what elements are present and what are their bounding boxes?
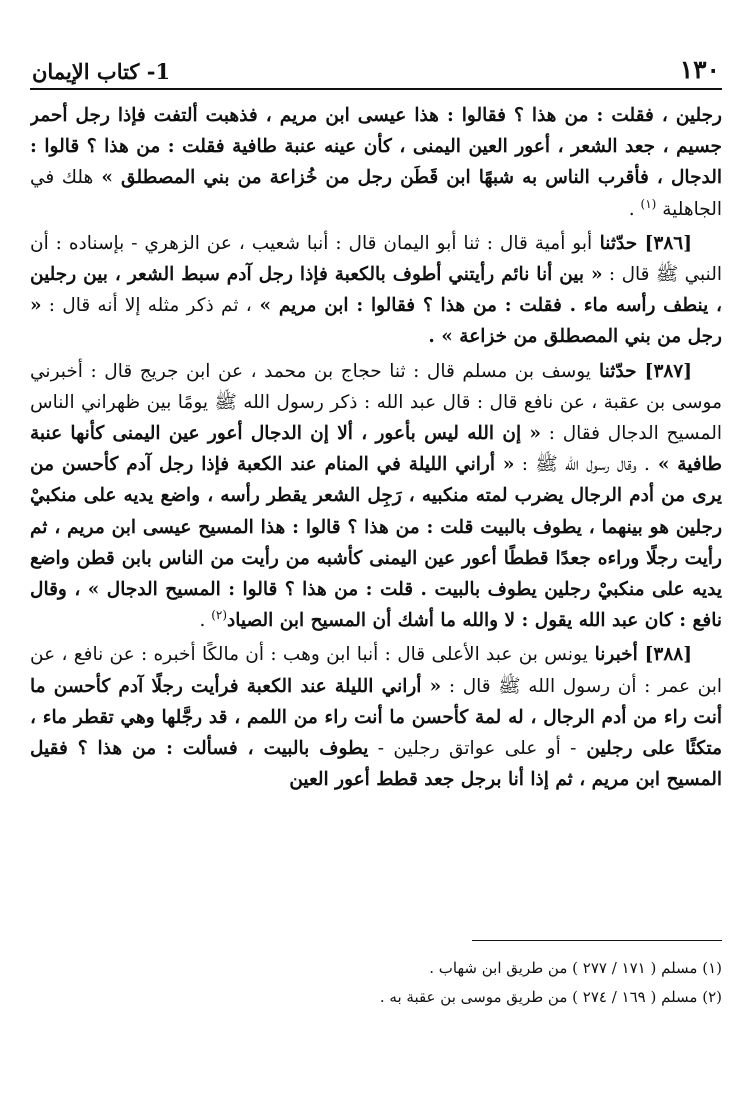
hadith-text-end: « أراني الليلة في المنام عند الكعبة فإذا رجل آدم كأحسن من يرى من أدم الرجال يضرب لمته منكبيه ، رَجِل الشعر يقطر رأسه ، واضع يديه على منكبيْ رجلين هو بينهما ، يطوف بالبيت قلت : من هذا ؟ قالوا : هذا المسيح عيسى ابن مريم ، ثم رأيت رجلًا وراءه جعدًا قططًا أعور عين اليمنى كأشبه من رأيت من الناس بابن قطن واضع يديه على منكبيْ رجلين يطوف بالبيت . قلت : من هذا ؟ قالوا : المسيح الدجال » ، وقال نافع : كان عبد الله يقول : لا والله ما أشك أن المسيح ابن الصياد (30, 454, 722, 632)
paragraph-continuation (30, 100, 722, 225)
narrator-comment: - أو على عواتق رجلين - (368, 738, 577, 760)
body-text (30, 100, 722, 795)
hadith-number: [٣٨٦] حدّثنا (592, 232, 692, 254)
hadith-text: رجلين ، فقلت : من هذا ؟ فقالوا : هذا عيسى ابن مريم ، فذهبت ألتفت فإذا رجل أحمر جسيم ، جعد الشعر ، أعور العين اليمنى ، كأن عينه عنبة طافية فقلت : من هذا ؟ قالوا : الدجال ، فأقرب الناس به شبهًا ابن قَطَن رجل من خُزاعة من بني المصطلق » (30, 105, 722, 189)
footnote-marker: (٢) (211, 608, 228, 623)
hadith-text-end: « رجل من بني المصطلق من خزاعة » . (30, 295, 722, 348)
isnad: يونس بن عبد الأعلى قال : أنبا ابن وهب : أن مالكًا أخبره : عن نافع ، عن ابن عمر : أن رسول الله ﷺ قال : (30, 644, 722, 697)
narrator-comment: ، ثم ذكر مثله إلا أنه قال : (41, 295, 252, 317)
narrator-comment: . وقال رسول الله ﷺ : (514, 454, 650, 476)
sentence-end: . (199, 610, 212, 632)
page-number: ١٣٠ (679, 55, 720, 84)
book-page (30, 52, 722, 1082)
hadith-number: [٣٨٧] حدّثنا (590, 360, 693, 382)
running-title: 1- كتاب الإيمان (32, 59, 171, 84)
hadith-387 (30, 356, 722, 637)
isnad: أبو أمية قال : ثنا أبو اليمان قال : أنبا شعيب ، عن الزهري - بإسناده : أن النبي ﷺ قال : (30, 232, 722, 286)
hadith-388 (30, 639, 722, 795)
hadith-text-end: يطوف بالبيت ، فسألت : من هذا ؟ فقيل المسيح ابن مريم ، ثم إذا أنا برجل جعد قطط أعور العين (30, 738, 722, 791)
narrator-comment: هلك في الجاهلية (30, 167, 722, 220)
footnote-divider (472, 940, 722, 941)
hadith-number: [٣٨٨] أخبرنا (587, 644, 692, 666)
isnad: يوسف بن مسلم قال : ثنا حجاج بن محمد ، عن ابن جريج قال : أخبرني موسى بن عقبة ، عن نافع قال : قال عبد الله : ذكر رسول الله ﷺ يومًا بين ظهراني الناس المسيح الدجال فقال : (30, 360, 722, 445)
footnote-1: (١) مسلم ( ١٧١ / ٢٧٧ ) من طريق ابن شهاب . (429, 959, 722, 977)
sentence-end: . (628, 198, 641, 220)
footnote-marker: (١) (640, 196, 657, 211)
hadith-text: « بين أنا نائم رأيتني أطوف بالكعبة فإذا رجل آدم سبط الشعر ، بين رجلين ، ينطف رأسه ماء . فقلت : من هذا ؟ فقالوا : ابن مريم » (30, 264, 722, 317)
hadith-text: « أراني الليلة عند الكعبة فرأيت رجلًا آدم كأحسن ما أنت راء من أدم الرجال ، له لمة كأحسن ما أنت راء من اللمم ، قد رجَّلها وهي تقطر ماء ، متكئًا على رجلين (30, 675, 722, 760)
footnote-2: (٢) مسلم ( ١٦٩ / ٢٧٤ ) من طريق موسى بن عقبة به . (379, 988, 722, 1006)
page-header (30, 52, 722, 90)
hadith-text: « إن الله ليس بأعور ، ألا إن الدجال أعور عين اليمنى كأنها عنبة طافية » (30, 423, 722, 476)
hadith-386 (30, 228, 722, 353)
footnotes (30, 954, 722, 1012)
